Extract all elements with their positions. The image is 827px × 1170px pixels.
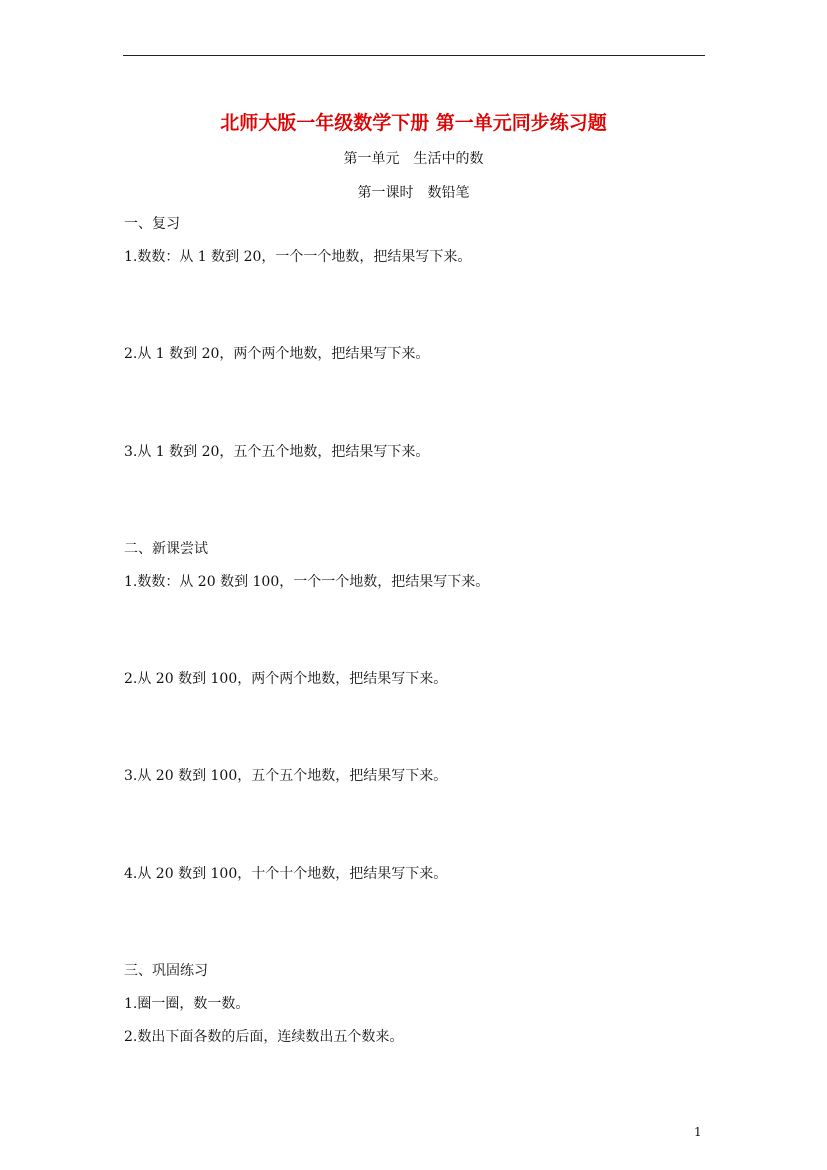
page-number: 1 <box>694 1125 702 1139</box>
unit-subtitle: 第一单元 生活中的数 <box>343 151 484 167</box>
section-heading-practice: 三、巩固练习 <box>124 963 208 979</box>
question-3-1: 1.圈一圈，数一数。 <box>124 996 250 1012</box>
section-heading-new-lesson: 二、新课尝试 <box>124 541 208 557</box>
question-2-4: 4.从 20 数到 100，十个十个地数，把结果写下来。 <box>124 866 448 882</box>
document-title: 北师大版一年级数学下册 第一单元同步练习题 <box>220 112 607 134</box>
question-2-2: 2.从 20 数到 100，两个两个地数，把结果写下来。 <box>124 671 448 687</box>
question-1-2: 2.从 1 数到 20，两个两个地数，把结果写下来。 <box>124 346 430 362</box>
section-heading-review: 一、复习 <box>124 216 180 232</box>
question-1-1: 1.数数：从 1 数到 20，一个一个地数，把结果写下来。 <box>124 249 472 265</box>
question-3-2: 2.数出下面各数的后面，连续数出五个数来。 <box>124 1029 404 1045</box>
question-2-1: 1.数数：从 20 数到 100，一个一个地数，把结果写下来。 <box>124 574 490 590</box>
header-rule <box>123 55 705 56</box>
lesson-subtitle: 第一课时 数铅笔 <box>357 185 470 201</box>
question-1-3: 3.从 1 数到 20，五个五个地数，把结果写下来。 <box>124 444 430 460</box>
question-2-3: 3.从 20 数到 100，五个五个地数，把结果写下来。 <box>124 768 448 784</box>
